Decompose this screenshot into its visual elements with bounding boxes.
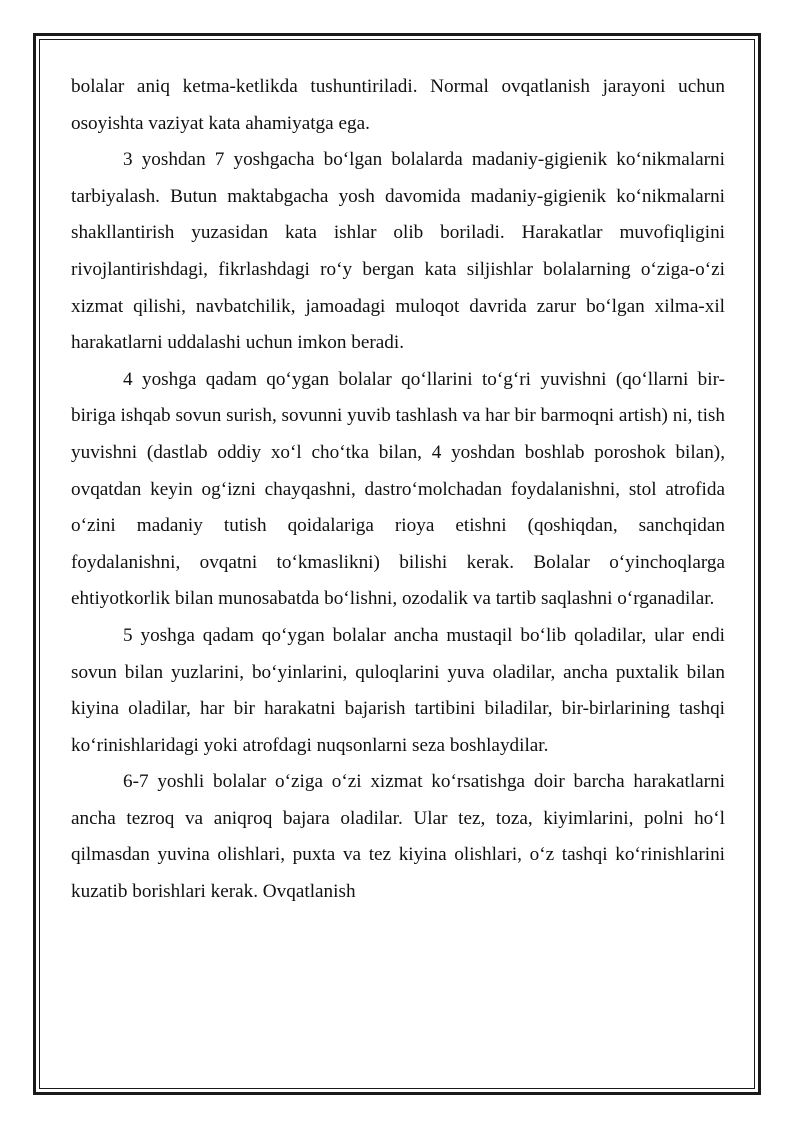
paragraph: 6-7 yoshli bolalar o‘ziga o‘zi xizmat ko‘rsatishga doir barcha harakatlarni ancha tezroq va aniqroq bajara oladilar. Ular tez, toza, kiyimlarini, polni ho‘l qilmasdan yuvina olishlari, puxta va tez kiyina olishlari, o‘z tashqi ko‘rinishlarini kuzatib borishlari kerak. Ovqatlanish (71, 771, 725, 903)
paragraph: 5 yoshga qadam qo‘ygan bolalar ancha mustaqil bo‘lib qoladilar, ular endi sovun bilan yuzlarini, bo‘yinlarini, quloqlarini yuva oladilar, ancha puxtalik bilan kiyina oladilar, har bir harakatni bajarish tartibini biladilar, bir-birlarining tashqi ko‘rinishlaridagi yoki atrofdagi nuqsonlarni seza boshlaydilar. (71, 624, 725, 756)
paragraph: 4 yoshga qadam qo‘ygan bolalar qo‘llarini to‘g‘ri yuvishni (qo‘llarni bir-biriga ishqab sovun surish, sovunni yuvib tashlash va har bir barmoqni artish) ni, tish yuvishni (dastlab oddiy xo‘l cho‘tka bilan, 4 yoshdan boshlab poroshok bilan), ovqatdan keyin og‘izni chayqashni, dastro‘molchadan foydalanishni, stol atrofida o‘zini madaniy tutish qoidalariga rioya etishni (qoshiqdan, sanchqidan foydalanishni, ovqatni to‘kmaslikni) bilishi kerak. Bolalar o‘yinchoqlarga ehtiyotkorlik bilan munosabatda bo‘lishni, ozodalik va tartib saqlashni o‘rganadilar. (71, 368, 725, 610)
paragraph: bolalar aniq ketma-ketlikda tushuntiriladi. Normal ovqatlanish jarayoni uchun osoyishta vaziyat kata ahamiyatga ega. (71, 76, 725, 134)
document-body (71, 69, 725, 911)
paragraph: 3 yoshdan 7 yoshgacha bo‘lgan bolalarda madaniy-gigienik ko‘nikmalarni tarbiyalash. Butun maktabgacha yosh davomida madaniy-gigienik ko‘nikmalarni shakllantirish yuzasidan kata ishlar olib boriladi. Harakatlar muvofiqligini rivojlantirishdagi, fikrlashdagi ro‘y bergan kata siljishlar bolalarning o‘ziga-o‘zi xizmat qilishi, navbatchilik, jamoadagi muloqot davrida zarur bo‘lgan xilma-xil harakatlarni uddalashi uchun imkon beradi. (71, 149, 725, 354)
